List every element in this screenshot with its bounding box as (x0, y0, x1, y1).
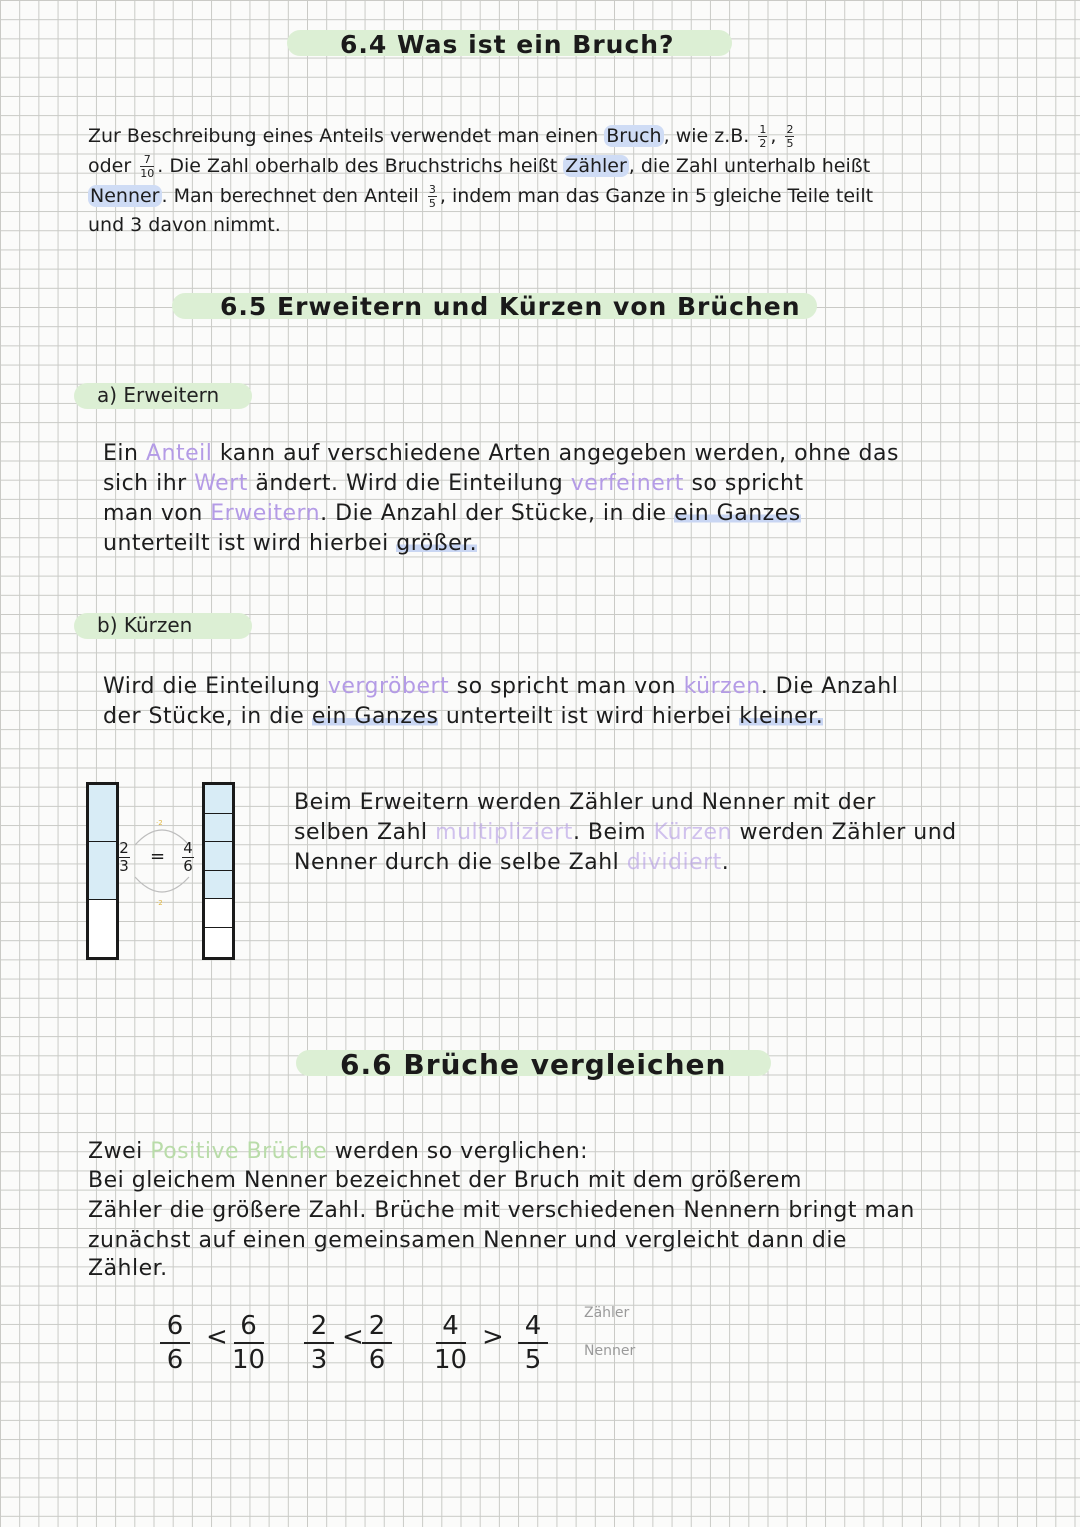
section-title-6-4: 6.4 Was ist ein Bruch? (340, 30, 675, 59)
equals-sign: = (150, 846, 166, 867)
paragraph-line: Nenner durch die selbe Zahl dividiert. (294, 850, 730, 875)
fraction: $\frac{2}{5}$ (786, 123, 794, 150)
fraction: $\frac{3}{5}$ (428, 183, 436, 210)
section-title-6-5: 6.5 Erweitern und Kürzen von Brüchen (220, 292, 801, 321)
fraction-four-sixths: 4 6 (183, 839, 193, 875)
paragraph-line: Beim Erweitern werden Zähler und Nenner mit der (294, 790, 876, 815)
comparison-sign: > (482, 1322, 504, 1352)
fraction: $\frac{7}{10}$ (140, 153, 155, 180)
side-note-zaehler: Zähler (584, 1305, 630, 1321)
paragraph-line: Zähler die größere Zahl. Brüche mit verschiedenen Nennern bringt man (88, 1198, 915, 1223)
fraction-bar-thirds (86, 782, 119, 960)
term-zaehler: Zähler (565, 155, 627, 177)
fraction: 6 10 (232, 1311, 266, 1375)
fraction-two-thirds: 2 3 (119, 839, 129, 875)
comparison-sign: < (342, 1322, 364, 1352)
side-note-nenner: Nenner (584, 1343, 636, 1359)
comparison-sign: < (206, 1322, 228, 1352)
fraction: 2 6 (362, 1313, 392, 1373)
paragraph-line: selben Zahl multipliziert. Beim Kürzen werden Zähler und (294, 820, 957, 845)
fraction: $\frac{1}{2}$ (759, 123, 767, 150)
svg-text:·2: ·2 (156, 899, 163, 907)
paragraph-line: zunächst auf einen gemeinsamen Nenner und vergleicht dann die (88, 1228, 847, 1253)
paragraph-line: sich ihr Wert ändert. Wird die Einteilung verfeinert so spricht (103, 471, 804, 496)
paragraph-line: Bei gleichem Nenner bezeichnet der Bruch mit dem größerem (88, 1168, 802, 1193)
paragraph-line: Wird die Einteilung vergröbert so spricht man von kürzen. Die Anzahl (103, 674, 899, 699)
term-nenner: Nenner (90, 185, 160, 207)
paragraph-line: man von Erweitern. Die Anzahl der Stücke, in die ein Ganzes (103, 501, 801, 526)
paragraph-line: und 3 davon nimmt. (88, 214, 281, 236)
paragraph-line: Zwei Positive Brüche werden so verglichen: (88, 1139, 589, 1164)
fraction-bar-sixths (202, 782, 235, 960)
paragraph-line: Zähler. (88, 1256, 168, 1281)
subheading-kuerzen: b) Kürzen (97, 613, 193, 637)
fraction: 4 5 (518, 1313, 548, 1373)
fraction: 6 6 (160, 1313, 190, 1373)
paragraph-line: Nenner . Man berechnet den Anteil $\frac{3}{5}$ , indem man das Ganze in 5 gleiche Teile teilt (90, 183, 874, 210)
subheading-erweitern: a) Erweitern (97, 383, 220, 407)
paragraph-line: Ein Anteil kann auf verschiedene Arten angegeben werden, ohne das (103, 441, 899, 466)
fraction: 2 3 (304, 1313, 334, 1373)
svg-text:·2: ·2 (156, 819, 163, 827)
paragraph-line: Zur Beschreibung eines Anteils verwendet man einen Bruch , wie z.B. $\frac{1}{2}$ , $\frac{2}{5}$ (88, 123, 794, 150)
section-title-6-6: 6.6 Brüche vergleichen (340, 1048, 727, 1081)
paragraph-line: der Stücke, in die ein Ganzes unterteilt ist wird hierbei kleiner. (103, 704, 824, 729)
fraction: 4 10 (434, 1311, 468, 1375)
paragraph-line: oder $\frac{7}{10}$ . Die Zahl oberhalb des Bruchstrichs heißt Zähler , die Zahl unterhalb heißt (88, 153, 871, 180)
paragraph-line: unterteilt ist wird hierbei größer. (103, 531, 478, 556)
term-bruch: Bruch (606, 125, 662, 147)
